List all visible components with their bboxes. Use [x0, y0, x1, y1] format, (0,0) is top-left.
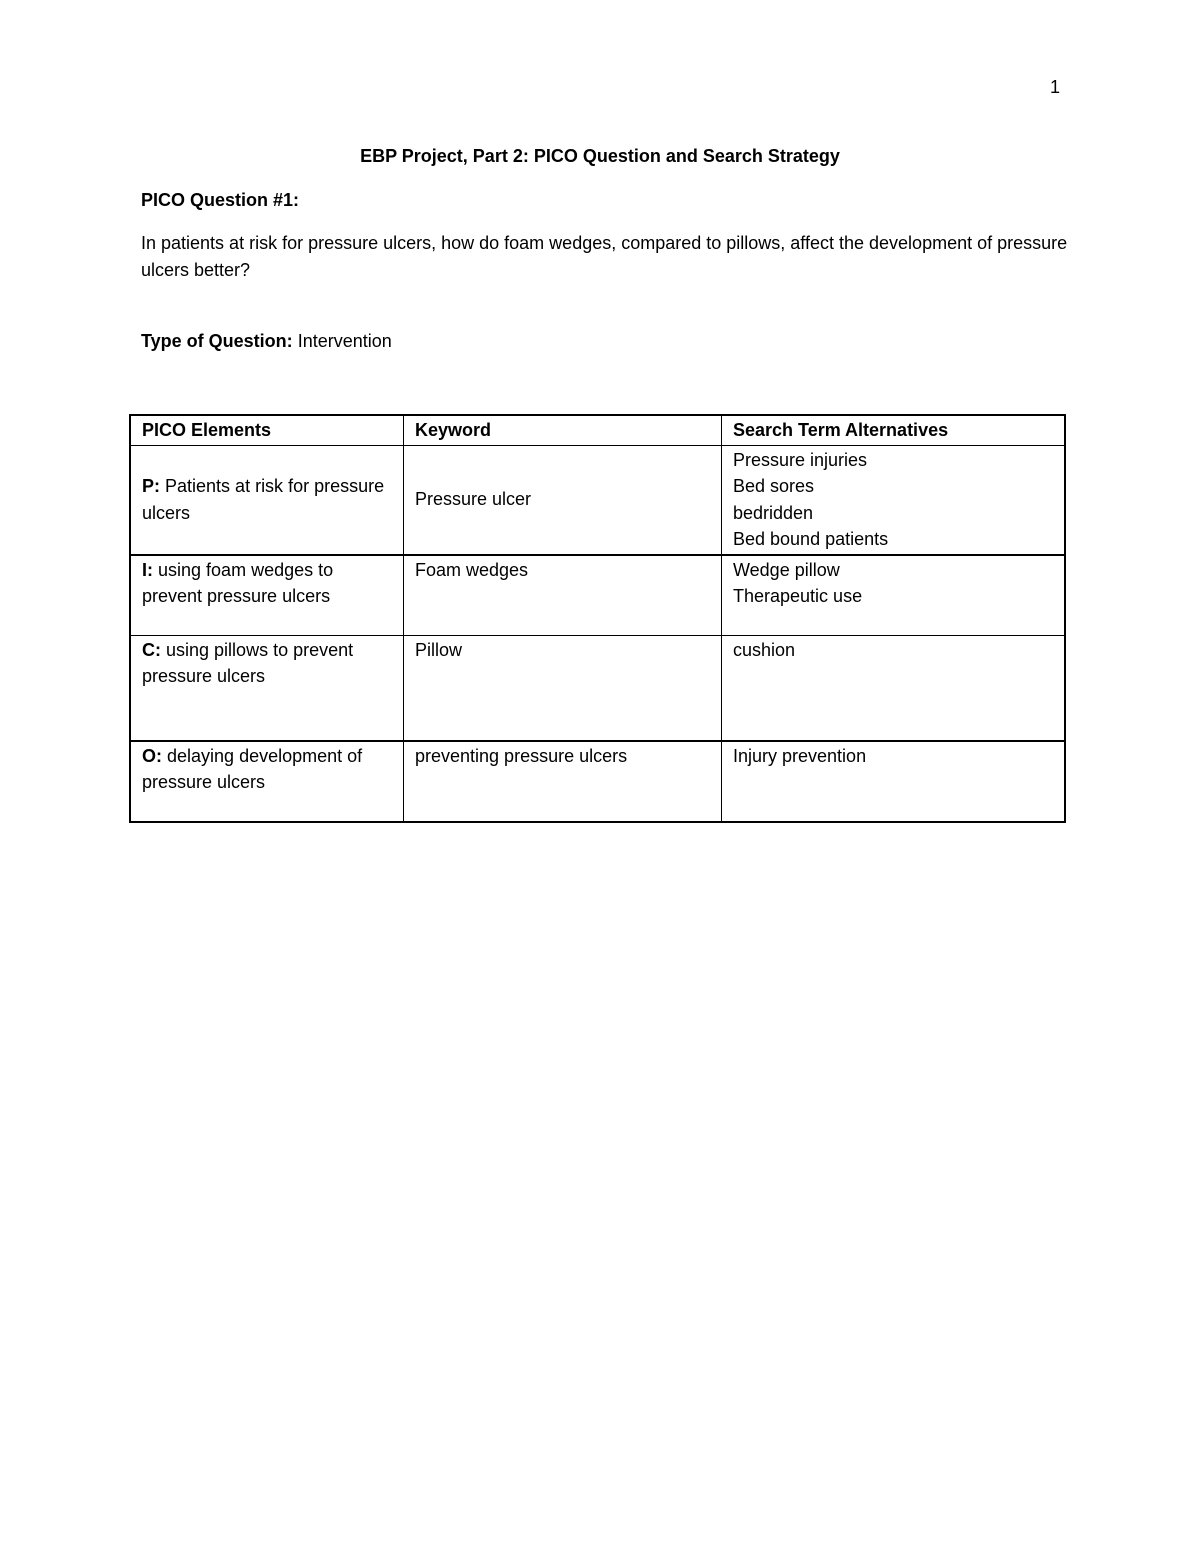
- table-row-i: [130, 555, 1065, 636]
- element-letter: C:: [142, 639, 161, 660]
- header-search-term-alternatives: Search Term Alternatives: [722, 415, 1066, 445]
- element-text: using foam wedges to prevent pressure ulcers: [142, 559, 334, 606]
- element-text: using pillows to prevent pressure ulcers: [142, 639, 354, 686]
- table-row-o: [130, 741, 1065, 822]
- table-header-row: [130, 415, 1065, 445]
- page-number: 1: [1049, 77, 1060, 97]
- question-type: [141, 328, 392, 355]
- pico-table: [129, 414, 1066, 823]
- document-title: EBP Project, Part 2: PICO Question and Search Strategy: [360, 146, 840, 166]
- question-type-label: Type of Question:: [141, 331, 293, 351]
- header-keyword: Keyword: [404, 415, 722, 445]
- alternative-term: Therapeutic use: [733, 586, 863, 606]
- alternative-term: cushion: [733, 639, 796, 660]
- keyword-cell: preventing pressure ulcers: [404, 741, 722, 822]
- table-row-p: [130, 445, 1065, 555]
- pico-question-text: In patients at risk for pressure ulcers, how do foam wedges, compared to pillows, affect the development of pressure ulcers better?: [141, 233, 1068, 280]
- keyword-cell: Pillow: [404, 635, 722, 741]
- alternatives-cell: [722, 555, 1066, 636]
- alternative-term: Injury prevention: [733, 745, 867, 766]
- keyword-cell: Pressure ulcer: [404, 445, 722, 555]
- alternatives-cell: [722, 635, 1066, 741]
- keyword-cell: Foam wedges: [404, 555, 722, 636]
- element-text: Patients at risk for pressure ulcers: [142, 476, 385, 523]
- pico-question-label: PICO Question #1:: [141, 190, 300, 210]
- alternative-term: bedridden: [733, 502, 814, 523]
- question-type-value: Intervention: [297, 331, 392, 351]
- alternative-term: Bed bound patients: [733, 529, 889, 549]
- element-letter: O:: [142, 745, 162, 766]
- element-letter: I:: [142, 559, 153, 580]
- table-row-c: [130, 635, 1065, 741]
- alternatives-cell: [722, 741, 1066, 822]
- alternative-term: Wedge pillow: [733, 559, 840, 580]
- element-cell: [130, 445, 404, 555]
- element-text: delaying development of pressure ulcers: [142, 745, 363, 792]
- alternative-term: Bed sores: [733, 476, 815, 496]
- alternative-term: Pressure injuries: [733, 449, 868, 470]
- alternatives-cell: [722, 445, 1066, 555]
- element-cell: [130, 635, 404, 741]
- header-pico-elements: PICO Elements: [130, 415, 404, 445]
- element-cell: [130, 555, 404, 636]
- element-letter: P:: [142, 476, 160, 496]
- element-cell: [130, 741, 404, 822]
